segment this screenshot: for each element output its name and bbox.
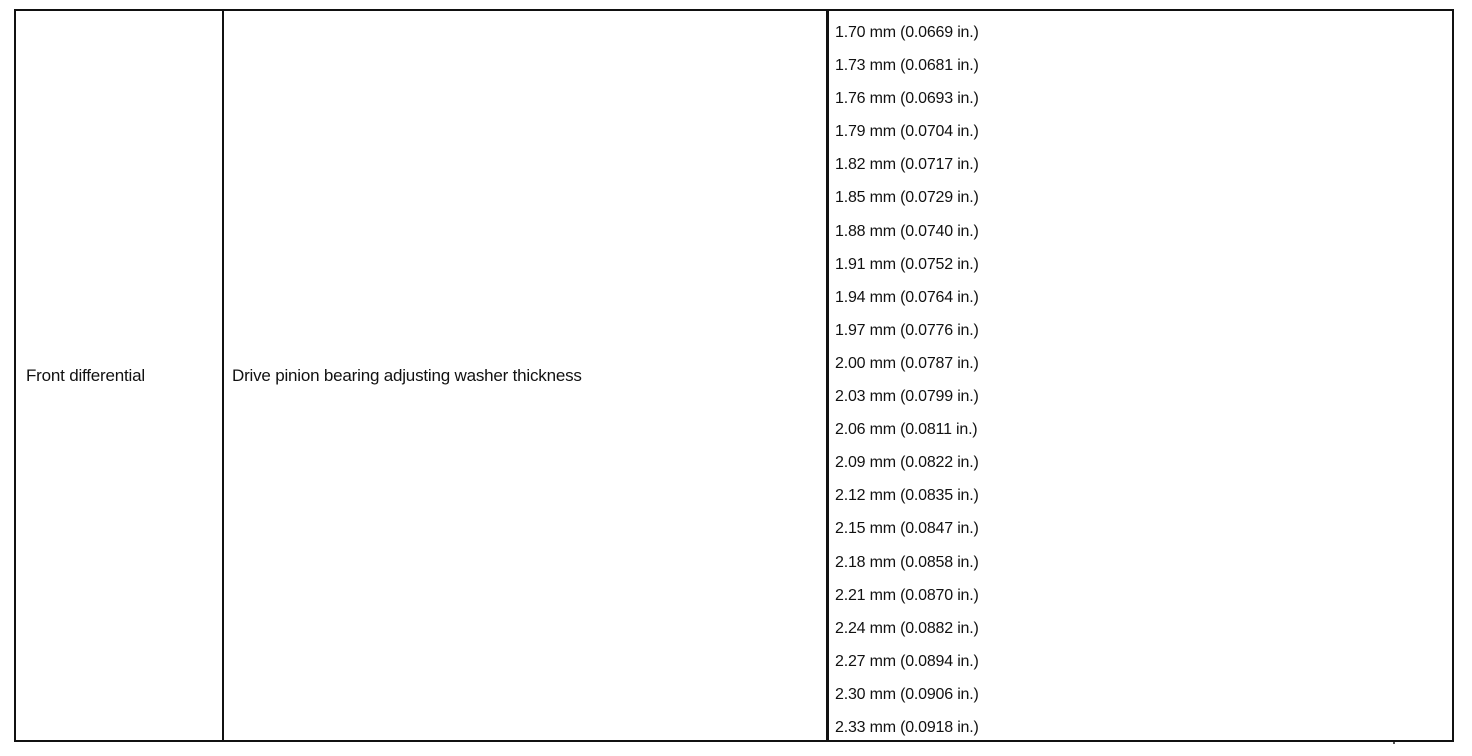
thickness-value: 1.76 mm (0.0693 in.)	[835, 90, 979, 108]
thickness-value: 1.97 mm (0.0776 in.)	[835, 321, 979, 339]
spec-table	[14, 9, 1454, 742]
item-label: Drive pinion bearing adjusting washer thickness	[232, 365, 582, 385]
component-cell	[16, 11, 224, 740]
thickness-value: 1.94 mm (0.0764 in.)	[835, 288, 979, 306]
thickness-value: 1.91 mm (0.0752 in.)	[835, 255, 979, 273]
thickness-value: 2.15 mm (0.0847 in.)	[835, 520, 979, 538]
thickness-value: 2.09 mm (0.0822 in.)	[835, 454, 979, 472]
thickness-value: 1.70 mm (0.0669 in.)	[835, 24, 979, 41]
thickness-value: 2.33 mm (0.0918 in.)	[835, 718, 979, 736]
thickness-value: 1.82 mm (0.0717 in.)	[835, 156, 979, 174]
thickness-value: 1.73 mm (0.0681 in.)	[835, 57, 979, 75]
thickness-value: 1.85 mm (0.0729 in.)	[835, 189, 979, 207]
values-cell	[829, 11, 1452, 740]
thickness-value: 2.18 mm (0.0858 in.)	[835, 553, 979, 571]
thickness-value: 1.88 mm (0.0740 in.)	[835, 222, 979, 240]
thickness-value: 2.24 mm (0.0882 in.)	[835, 619, 979, 637]
thickness-value: 2.27 mm (0.0894 in.)	[835, 652, 979, 670]
scan-speck	[1393, 742, 1395, 744]
item-cell	[224, 11, 829, 740]
washer-thickness-list	[835, 16, 979, 744]
thickness-value: 2.21 mm (0.0870 in.)	[835, 586, 979, 604]
thickness-value: 2.30 mm (0.0906 in.)	[835, 685, 979, 703]
component-label: Front differential	[26, 365, 145, 385]
thickness-value: 1.79 mm (0.0704 in.)	[835, 123, 979, 141]
thickness-value: 2.06 mm (0.0811 in.)	[835, 421, 978, 439]
thickness-value: 2.12 mm (0.0835 in.)	[835, 487, 979, 505]
thickness-value: 2.03 mm (0.0799 in.)	[835, 388, 979, 406]
thickness-value: 2.00 mm (0.0787 in.)	[835, 354, 979, 372]
